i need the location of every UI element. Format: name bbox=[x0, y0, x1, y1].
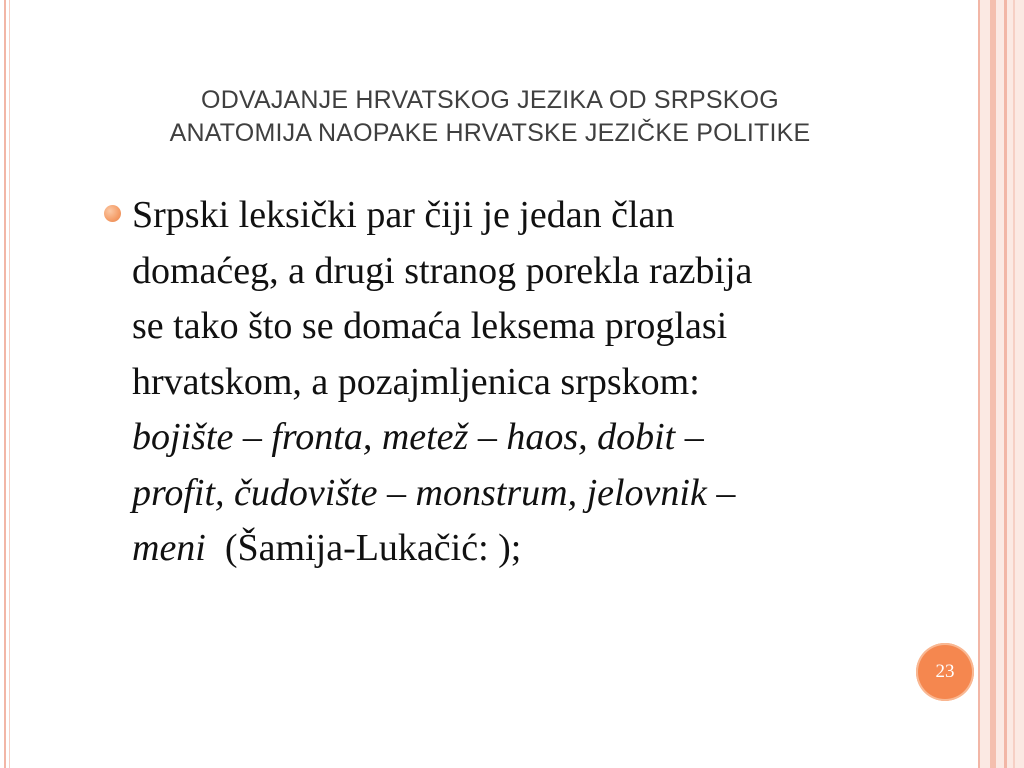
bullet-line-1: Srpski leksički par čiji je jedan član bbox=[132, 194, 675, 236]
frame-line bbox=[1004, 0, 1007, 768]
bullet-line-7 bbox=[132, 521, 884, 577]
frame-line bbox=[990, 0, 996, 768]
bullet-line-7-rest: (Šamija-Lukačić: ); bbox=[205, 527, 522, 569]
frame-line bbox=[1013, 0, 1015, 768]
title-line-1: ODVAJANJE HRVATSKOG JEZIKA OD SRPSKOG bbox=[201, 86, 779, 114]
frame-line bbox=[4, 0, 6, 768]
bullet-line-2: domaćeg, a drugi stranog porekla razbija bbox=[132, 249, 753, 292]
bullet-dot-icon bbox=[104, 205, 121, 222]
frame-panel bbox=[978, 0, 1024, 768]
bullet-item bbox=[104, 188, 884, 577]
bullet-line-4: hrvatskom, a pozajmljenica srpskom: bbox=[132, 360, 700, 403]
bullet-line-3: se tako što se domaća leksema proglasi bbox=[132, 305, 728, 347]
slide-title bbox=[40, 84, 940, 150]
title-line-2: ANATOMIJA NAOPAKE HRVATSKE JEZIČKE POLITIKE bbox=[169, 119, 811, 147]
page-number-badge: 23 bbox=[916, 643, 974, 701]
bullet-line-6: profit, čudovište – monstrum, jelovnik – bbox=[132, 471, 736, 514]
bullet-line-7-italic: meni bbox=[132, 527, 206, 569]
frame-line bbox=[9, 0, 10, 768]
bullet-line-5: bojište – fronta, metež – haos, dobit – bbox=[132, 416, 704, 458]
frame-line bbox=[978, 0, 980, 768]
slide-body bbox=[104, 188, 884, 577]
